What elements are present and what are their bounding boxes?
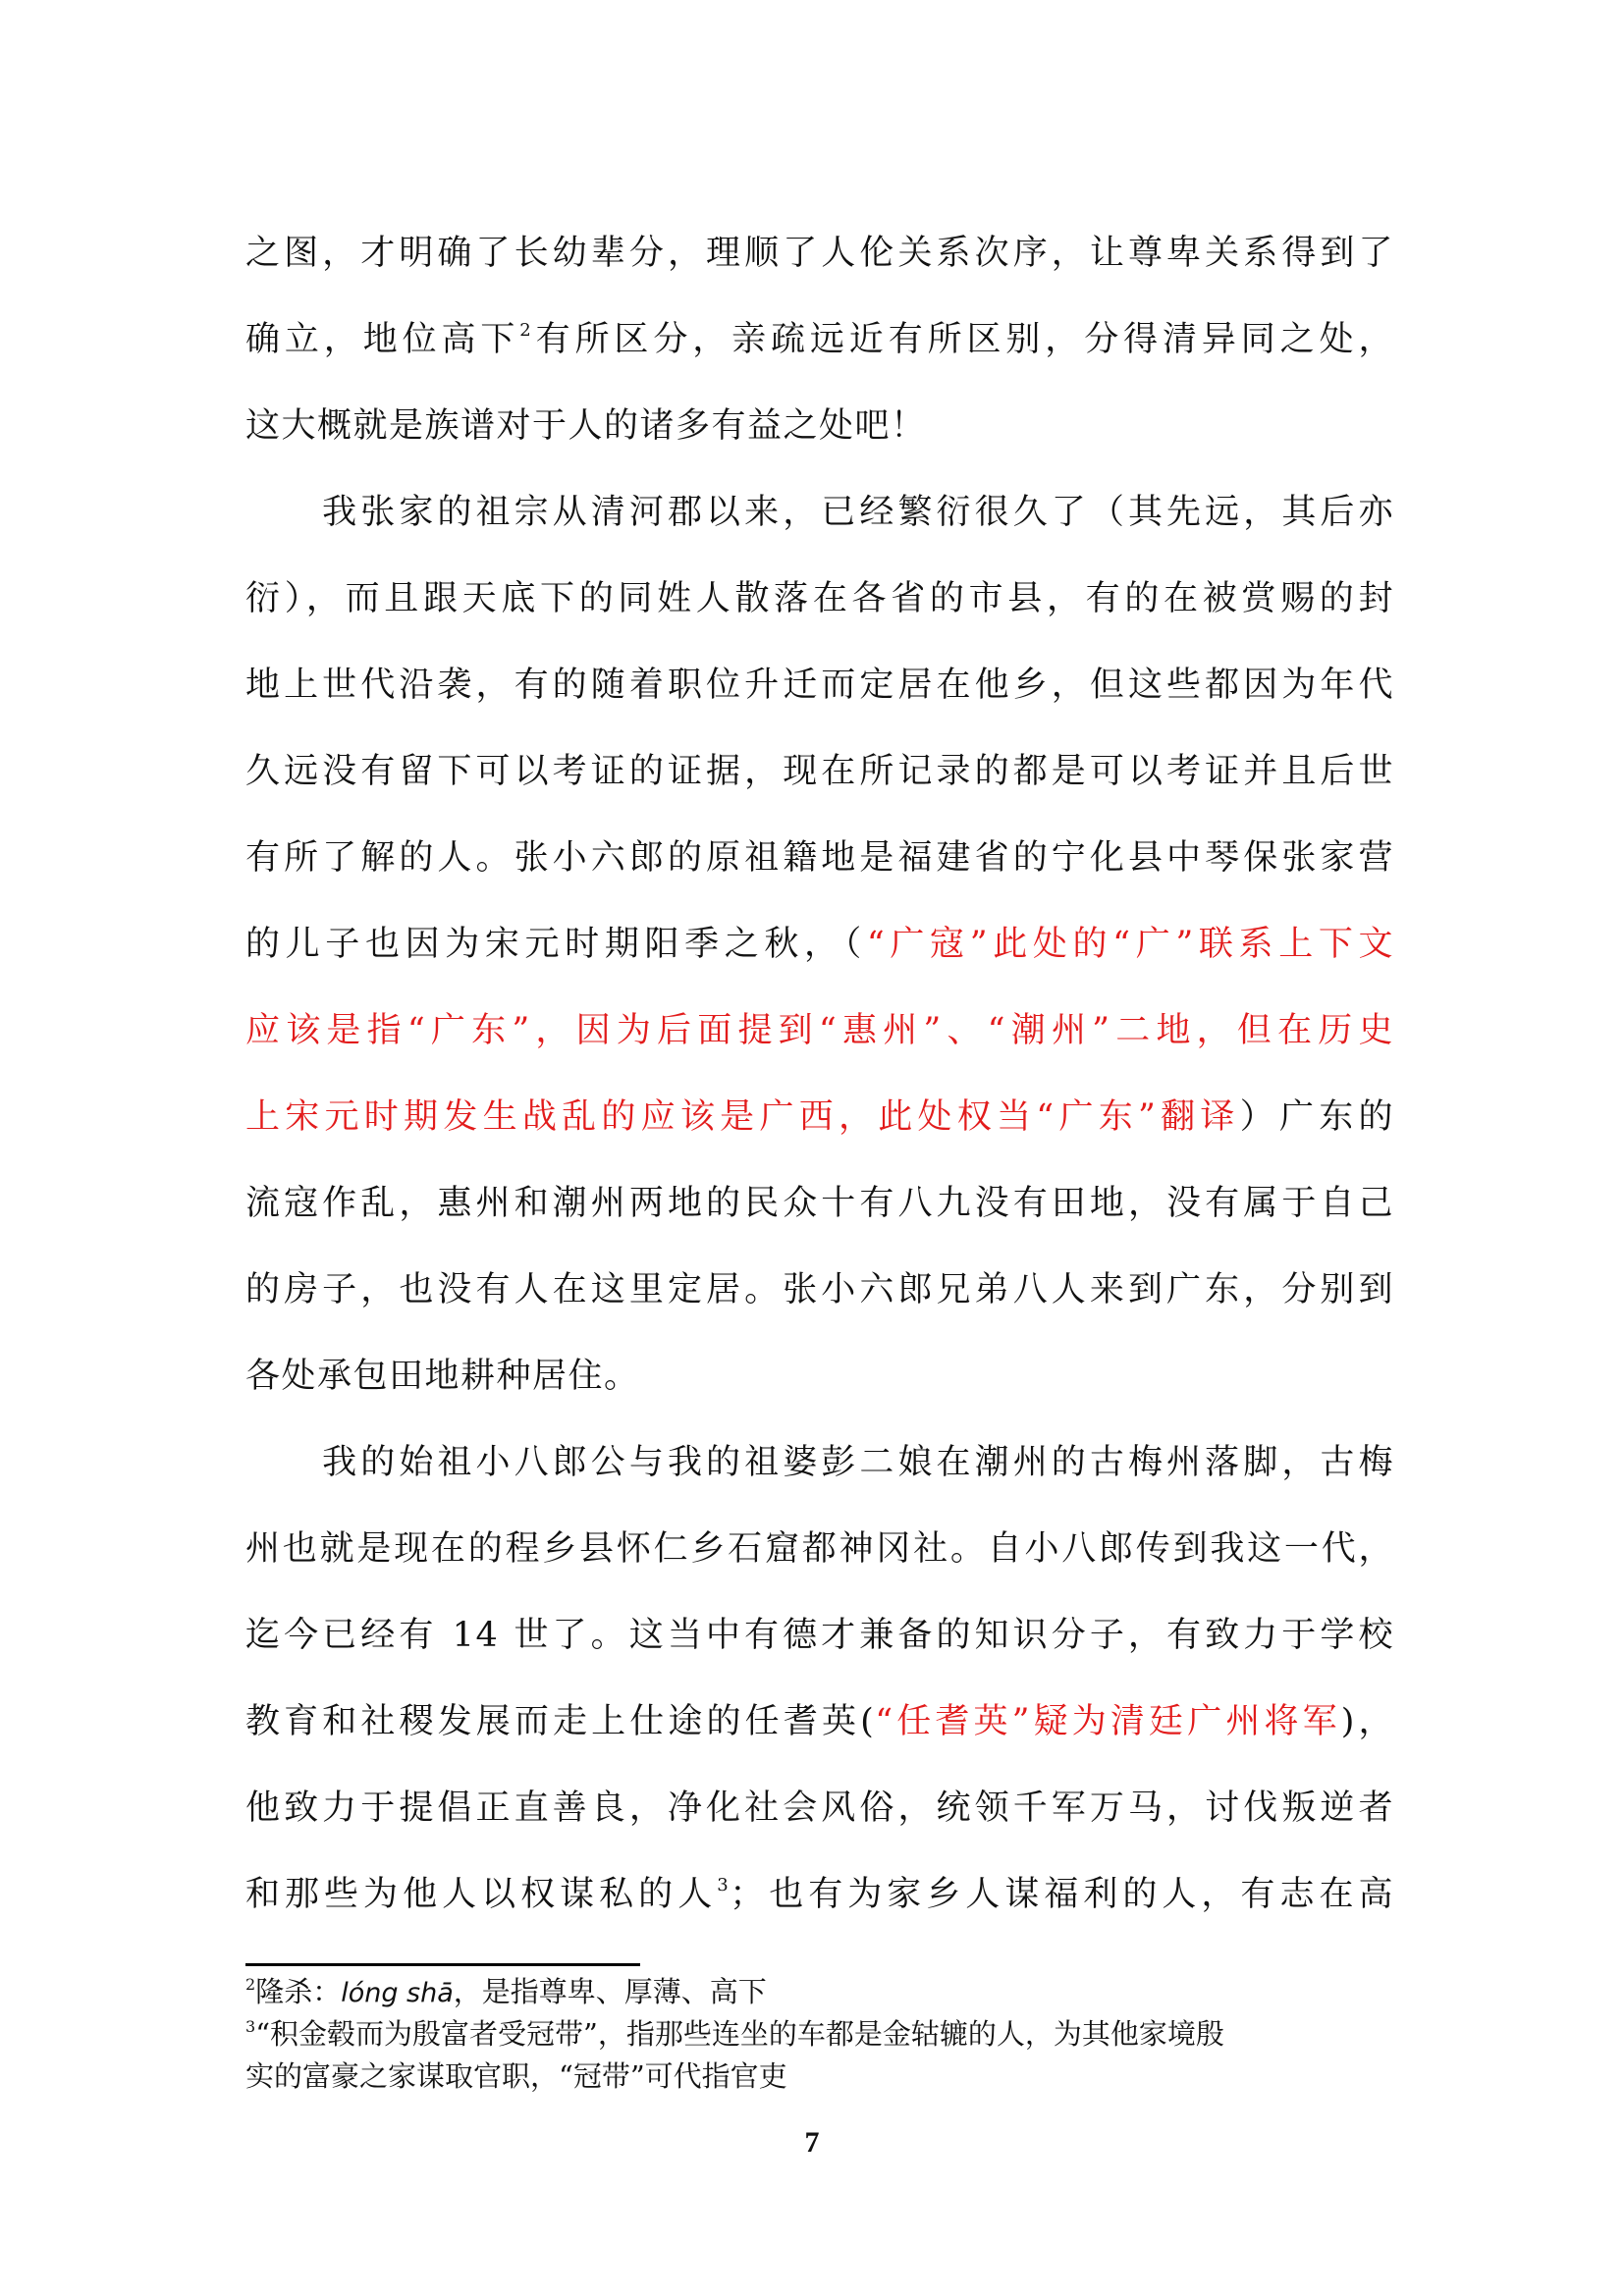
translator-note: “广寇”此处的“广”联系上下文: [866, 925, 1394, 964]
paragraph-line: [245, 1679, 1394, 1765]
translator-note-line: 应该是指“广东”，因为后面提到“惠州”、“潮州”二地，但在历史: [245, 1011, 1394, 1050]
footnote-3: [245, 2013, 1394, 2056]
body-text: [245, 210, 1394, 1938]
paragraph-line: 之图，才明确了长幼辈分，理顺了人伦关系次序，让尊卑关系得到了: [245, 234, 1394, 273]
text-segment: )，: [1340, 1702, 1395, 1741]
footnote-ref: 2: [519, 320, 533, 341]
text-segment: ，是指尊卑、厚薄、高下: [453, 1975, 767, 2008]
paragraph-line: 的房子，也没有人在这里定居。张小六郎兄弟八人来到广东，分别到: [245, 1270, 1394, 1309]
paragraph-line: 这大概就是族谱对于人的诸多有益之处吧！: [245, 406, 927, 446]
paragraph-line: 迄今已经有 14 世了。这当中有德才兼备的知识分子，有致力于学校: [245, 1616, 1394, 1655]
footnote-ref: 3: [717, 1875, 731, 1896]
paragraph-line: [245, 1851, 1394, 1938]
paragraph-line: 我张家的祖宗从清河郡以来，已经繁衍很久了（其先远，其后亦: [245, 493, 1394, 532]
paragraph-line: 州也就是现在的程乡县怀仁乡石窟都神冈社。自小八郎传到我这一代，: [245, 1529, 1394, 1569]
text-segment: ）广东的: [1239, 1097, 1394, 1137]
text-segment: 的儿子也因为宋元时期阳季之秋，（: [245, 925, 867, 964]
footnote-divider: [245, 1963, 640, 1966]
paragraph-line: [245, 901, 1394, 988]
page-number: 7: [804, 2126, 820, 2159]
paragraph-line: [245, 296, 1394, 383]
paragraph-line: 有所了解的人。张小六郎的原祖籍地是福建省的宁化县中琴保张家营: [245, 838, 1394, 878]
footnote-2: [245, 1971, 1394, 2013]
paragraph-line: 他致力于提倡正直善良，净化社会风俗，统领千军万马，讨伐叛逆者: [245, 1789, 1394, 1828]
text-segment: 确立，地位高下: [245, 320, 520, 359]
pinyin: lóng shā: [341, 1978, 454, 2008]
paragraph-line: 流寇作乱，惠州和潮州两地的民众十有八九没有田地，没有属于自己: [245, 1184, 1394, 1223]
footnote-number: 3: [245, 2017, 256, 2036]
translator-note: 上宋元时期发生战乱的应该是广西，此处权当“广东”翻译: [245, 1097, 1240, 1137]
text-segment: 和那些为他人以权谋私的人: [245, 1875, 718, 1914]
text-segment: 隆杀：: [255, 1975, 342, 2008]
text-segment: ；也有为家乡人谋福利的人，有志在高: [730, 1875, 1394, 1914]
paragraph-line: 久远没有留下可以考证的证据，现在所记录的都是可以考证并且后世: [245, 752, 1394, 791]
footnote-number: 2: [245, 1975, 256, 1994]
footnote-3-continued: 实的富豪之家谋取官职，“冠带”可代指官吏: [245, 2059, 787, 2093]
paragraph-line: 衍），而且跟天底下的同姓人散落在各省的市县，有的在被赏赐的封: [245, 579, 1394, 618]
paragraph-line: 地上世代沿袭，有的随着职位升迁而定居在他乡，但这些都因为年代: [245, 666, 1394, 705]
text-segment: 教育和社稷发展而走上仕途的任耆英(: [245, 1702, 876, 1741]
text-segment: 有所区分，亲疏远近有所区别，分得清异同之处，: [532, 320, 1394, 359]
paragraph-line: [245, 1074, 1394, 1160]
translator-note: “任耆英”疑为清廷广州将军: [875, 1702, 1341, 1741]
footnotes: [245, 1971, 1394, 2098]
paragraph-line: 各处承包田地耕种居住。: [245, 1357, 640, 1396]
paragraph-line: 我的始祖小八郎公与我的祖婆彭二娘在潮州的古梅州落脚，古梅: [245, 1443, 1394, 1482]
text-segment: “积金毂而为殷富者受冠带”，指那些连坐的车都是金轱辘的人，为其他家境殷: [255, 2017, 1224, 2051]
